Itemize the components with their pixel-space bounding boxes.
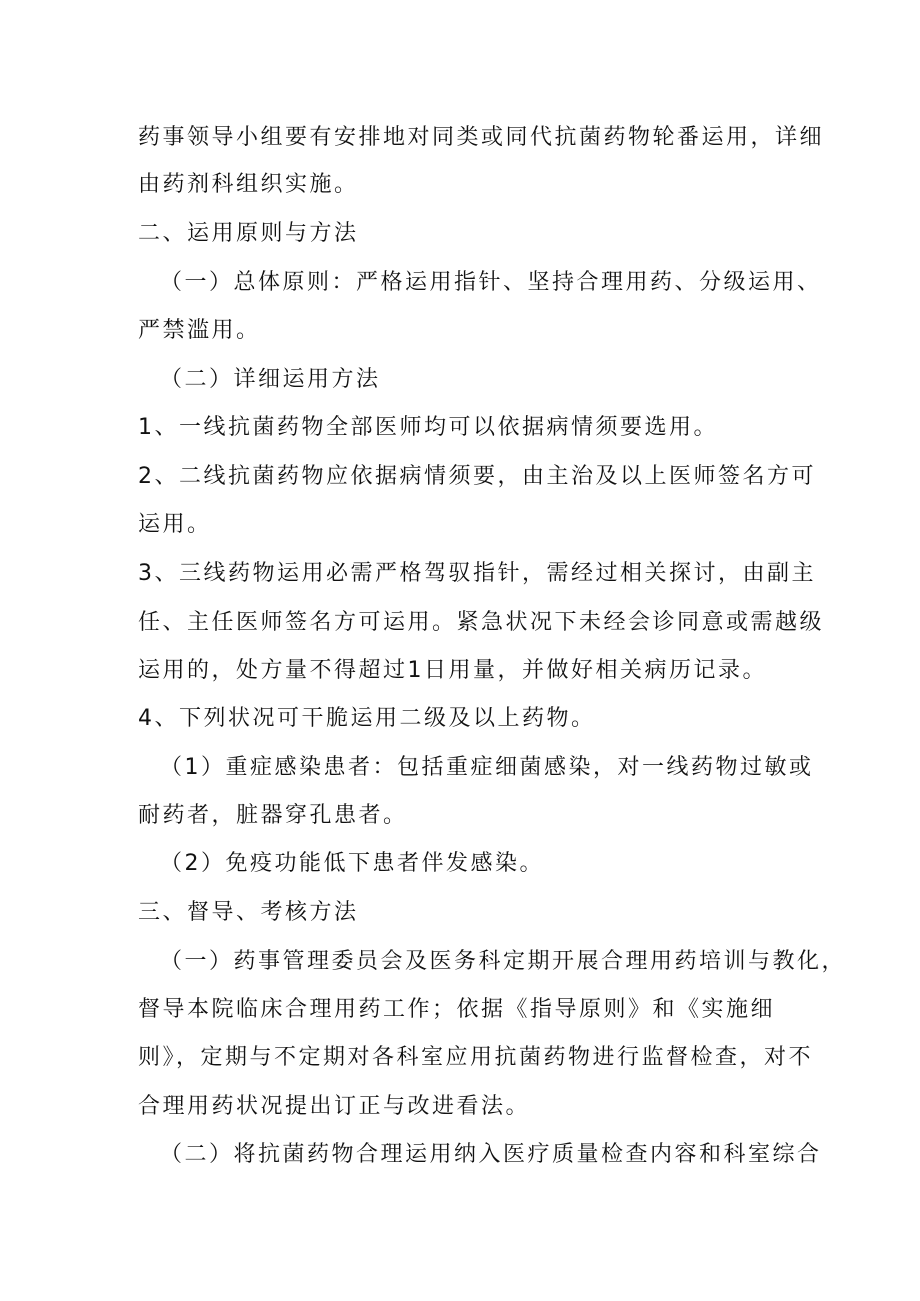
list-item: 2、二线抗菌药物应依据病情须要，由主治及以上医师签名方可: [138, 464, 816, 489]
subsection-heading: （二）详细运用方法: [160, 367, 381, 392]
subsection-line: （一）总体原则：严格运用指针、坚持合理用药、分级运用、: [160, 270, 822, 295]
section-heading: 二、运用原则与方法: [138, 221, 359, 246]
subsection-line: （一）药事管理委员会及医务科定期开展合理用药培训与教化，: [160, 949, 847, 974]
section-heading: 三、督导、考核方法: [138, 900, 359, 925]
list-subitem: （1）重症感染患者：包括重症细菌感染，对一线药物过敏或: [160, 755, 814, 780]
list-subitem: （2）免疫功能低下患者伴发感染。: [160, 851, 544, 876]
list-item: 1、一线抗菌药物全部医师均可以依据病情须要选用。: [138, 415, 718, 440]
paragraph-line: 运用。: [138, 512, 212, 537]
paragraph-line: 严禁滥用。: [138, 318, 261, 343]
paragraph-line: 耐药者，脏器穿孔患者。: [138, 803, 408, 828]
list-item: 3、三线药物运用必需严格驾驭指针，需经过相关探讨，由副主: [138, 561, 816, 586]
list-item: 4、下列状况可干脆运用二级及以上药物。: [138, 706, 596, 731]
subsection-line: （二）将抗菌药物合理运用纳入医疗质量检查内容和科室综合: [160, 1142, 822, 1167]
paragraph-line: 运用的，处方量不得超过1日用量，并做好相关病历记录。: [138, 658, 767, 683]
paragraph-line: 药事领导小组要有安排地对同类或同代抗菌药物轮番运用，详细: [138, 125, 825, 150]
paragraph-line: 任、主任医师签名方可运用。紧急状况下未经会诊同意或需越级: [138, 610, 825, 635]
paragraph-line: 由药剂科组织实施。: [138, 172, 359, 197]
paragraph-line: 则》，定期与不定期对各科室应用抗菌药物进行监督检查，对不: [138, 1045, 814, 1070]
paragraph-line: 督导本院临床合理用药工作；依据《指导原则》和《实施细: [138, 997, 776, 1022]
paragraph-line: 合理用药状况提出订正与改进看法。: [138, 1094, 531, 1119]
